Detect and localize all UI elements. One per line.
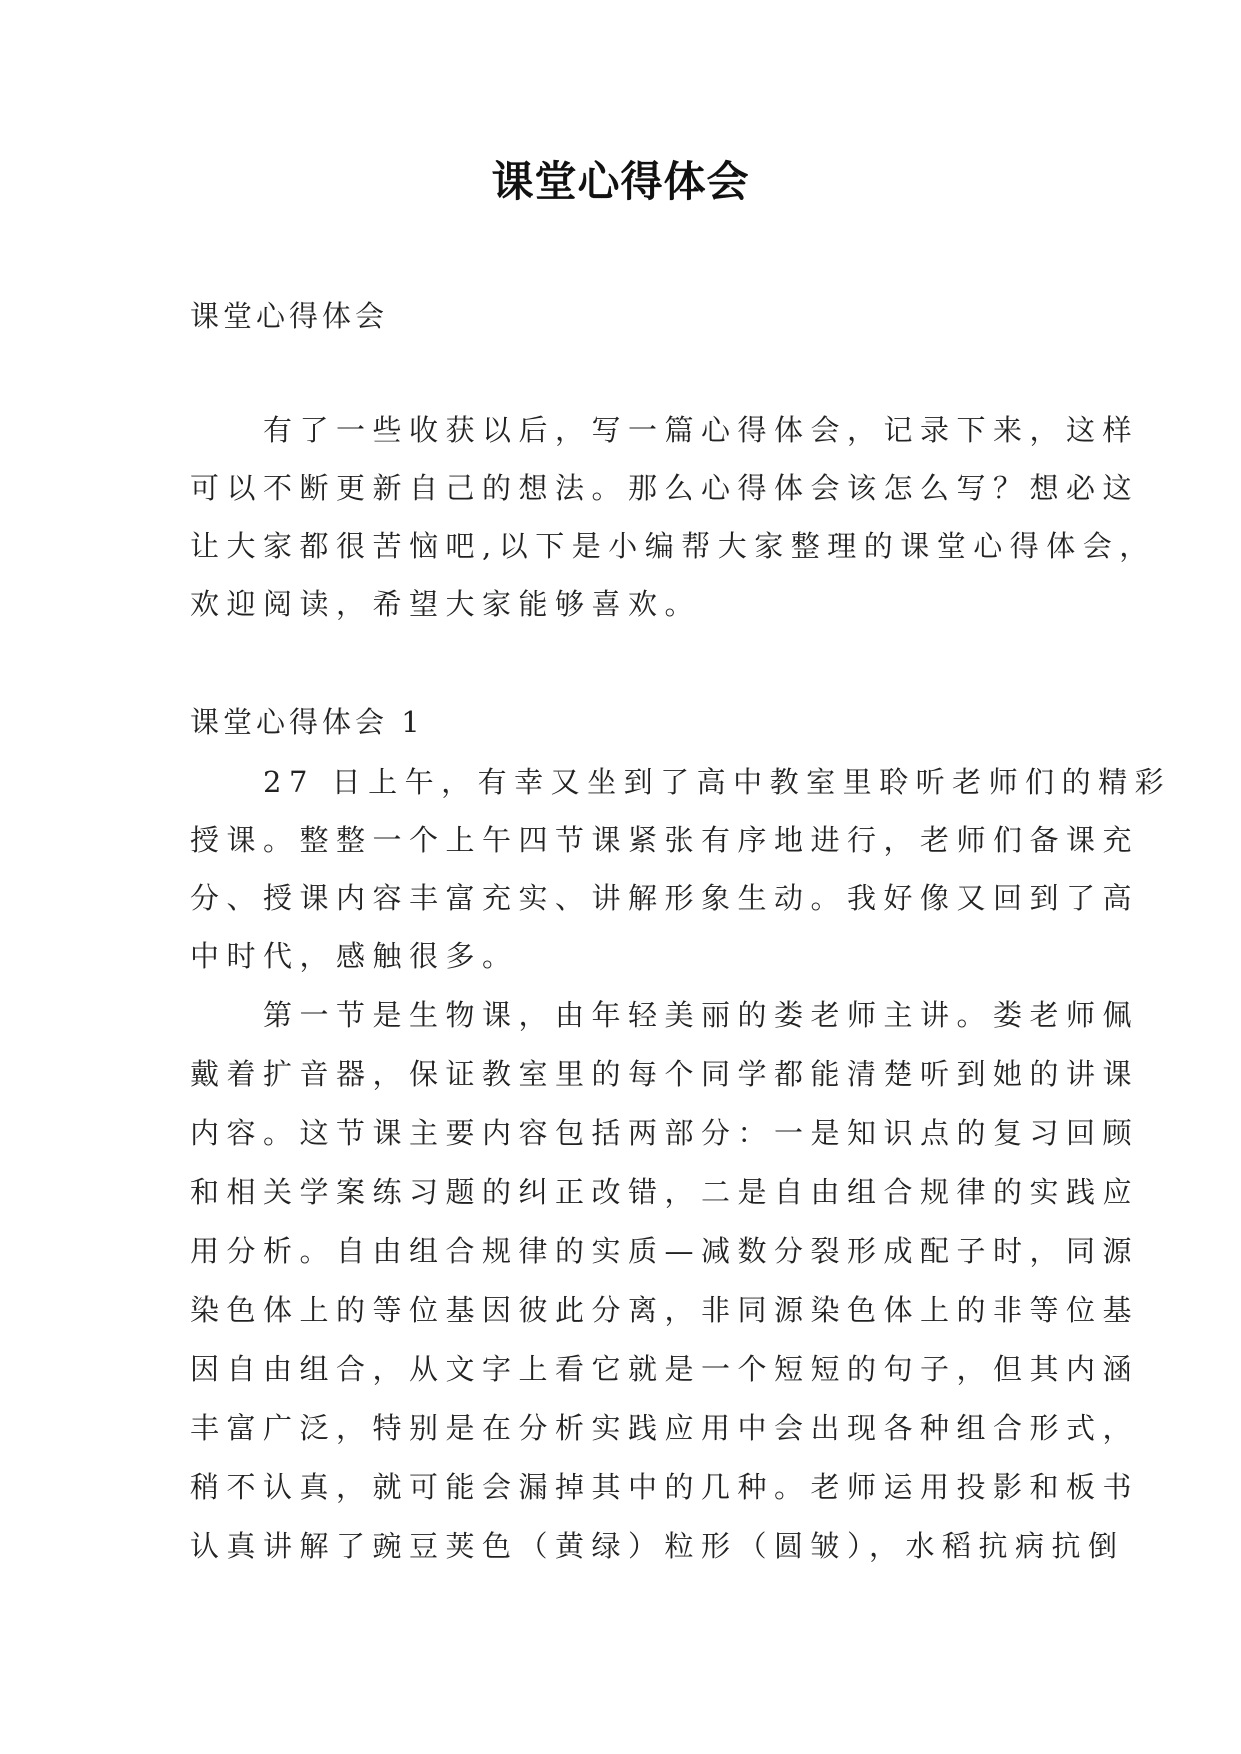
- intro-line: 可以不断更新自己的想法。那么心得体会该怎么写？想必这: [190, 471, 1140, 505]
- intro-line: 有了一些收获以后，写一篇心得体会，记录下来，这样: [190, 413, 1140, 447]
- section-heading: 课堂心得体会 1: [190, 705, 424, 739]
- paragraph-line: 内容。这节课主要内容包括两部分：一是知识点的复习回顾: [190, 1116, 1140, 1150]
- paragraph-line: 因自由组合，从文字上看它就是一个短短的句子，但其内涵: [190, 1352, 1140, 1386]
- paragraph-line: 分、授课内容丰富充实、讲解形象生动。我好像又回到了高: [190, 881, 1140, 915]
- document-subtitle: 课堂心得体会: [190, 299, 389, 333]
- paragraph-line: 和相关学案练习题的纠正改错，二是自由组合规律的实践应: [190, 1175, 1140, 1209]
- paragraph-line: 授课。整整一个上午四节课紧张有序地进行，老师们备课充: [190, 823, 1140, 857]
- document-title: 课堂心得体会: [491, 157, 750, 206]
- paragraph-line: 中时代，感触很多。: [190, 939, 519, 973]
- paragraph-line: 认真讲解了豌豆荚色（黄绿）粒形（圆皱），水稻抗病抗倒: [190, 1529, 1125, 1563]
- paragraph-line: 丰富广泛，特别是在分析实践应用中会出现各种组合形式，: [190, 1411, 1140, 1445]
- paragraph-line: 27 日上午，有幸又坐到了高中教室里聆听老师们的精彩: [190, 765, 1172, 799]
- paragraph-line: 染色体上的等位基因彼此分离，非同源染色体上的非等位基: [190, 1293, 1140, 1327]
- intro-line: 欢迎阅读，希望大家能够喜欢。: [190, 587, 702, 621]
- paragraph-line: 戴着扩音器，保证教室里的每个同学都能清楚听到她的讲课: [190, 1057, 1140, 1091]
- paragraph-line: 用分析。自由组合规律的实质—减数分裂形成配子时，同源: [190, 1234, 1140, 1268]
- paragraph-line: 稍不认真，就可能会漏掉其中的几种。老师运用投影和板书: [190, 1470, 1140, 1504]
- intro-line: 让大家都很苦恼吧,以下是小编帮大家整理的课堂心得体会，: [190, 529, 1156, 563]
- paragraph-line: 第一节是生物课，由年轻美丽的娄老师主讲。娄老师佩: [190, 998, 1140, 1032]
